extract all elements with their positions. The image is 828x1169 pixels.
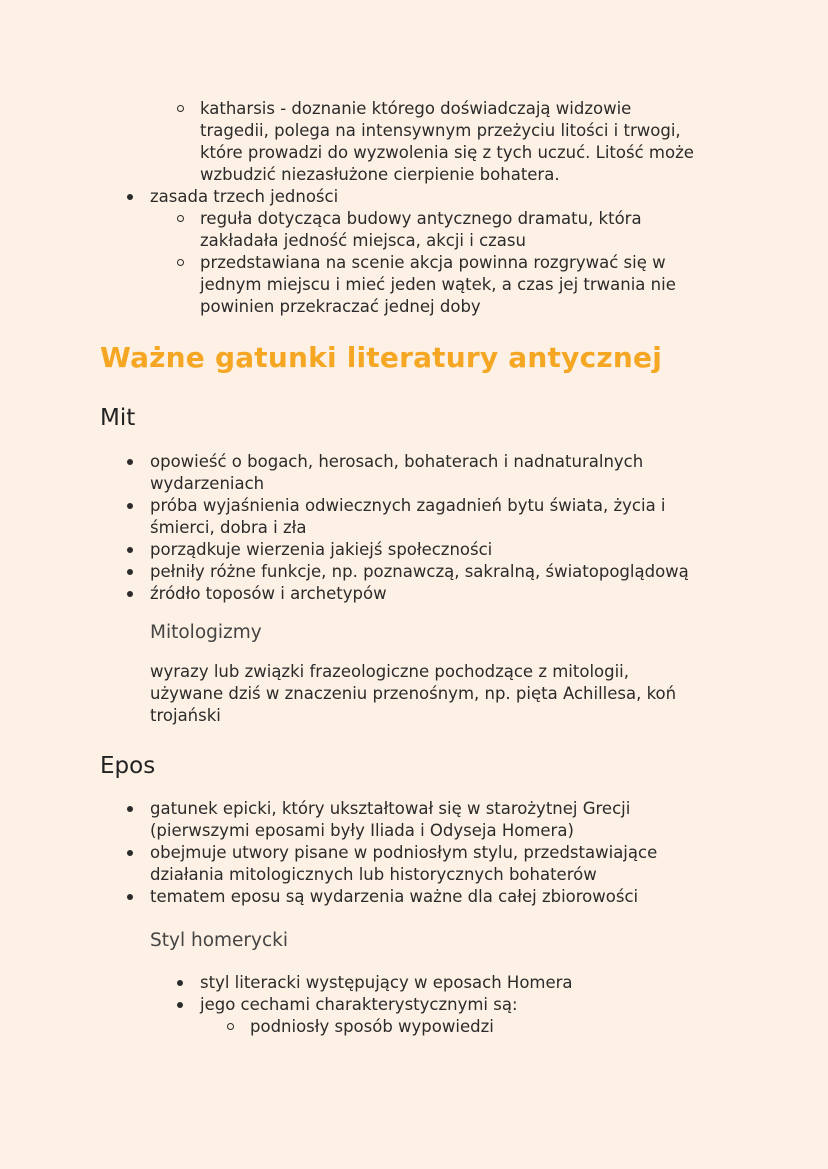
hollow-bullet-icon (177, 98, 186, 120)
mit-heading: Mit (100, 405, 136, 431)
bullet-icon (127, 798, 135, 820)
bullet-icon (177, 994, 185, 1016)
list-item (150, 798, 790, 842)
list-item (150, 451, 790, 495)
list-item (200, 972, 790, 994)
bullet-icon (127, 561, 135, 583)
list-item (150, 886, 790, 908)
epos-list (150, 798, 790, 908)
hollow-bullet-icon (177, 252, 186, 274)
list-item-text: katharsis - doznanie którego doświadczają widzowie (200, 99, 632, 118)
list-item (200, 252, 790, 318)
list-item-text: wydarzeniach (150, 474, 265, 493)
hollow-bullet-icon (227, 1016, 236, 1038)
bullet-icon (127, 186, 135, 208)
bullet-icon (127, 451, 135, 473)
list-item-text: śmierci, dobra i zła (150, 518, 307, 537)
list-item-text: reguła dotycząca budowy antycznego dramatu, która (200, 209, 642, 228)
list-item (150, 561, 790, 583)
bullet-icon (127, 495, 135, 517)
paragraph-line: trojański (150, 706, 221, 725)
list-item-text: jego cechami charakterystycznymi są: (200, 995, 518, 1014)
bullet-icon (177, 972, 185, 994)
list-item (150, 495, 790, 539)
bullet-icon (127, 842, 135, 864)
list-item-text: zasada trzech jedności (150, 187, 339, 206)
list-item-text: podniosły sposób wypowiedzi (250, 1017, 494, 1036)
list-item-text: powinien przekraczać jednej doby (200, 297, 481, 316)
styl-homerycki-list (200, 972, 790, 1038)
bullet-icon (127, 583, 135, 605)
list-item (150, 186, 790, 208)
list-item-text: styl literacki występujący w eposach Homera (200, 973, 573, 992)
list-item-text: przedstawiana na scenie akcja powinna rozgrywać się w (200, 253, 666, 272)
mit-list (150, 451, 790, 605)
epos-heading: Epos (100, 753, 156, 779)
list-item (200, 994, 790, 1016)
list-item-text: źródło toposów i archetypów (150, 584, 387, 603)
top-list (150, 98, 790, 318)
bullet-icon (127, 886, 135, 908)
list-item (150, 539, 790, 561)
bullet-icon (127, 539, 135, 561)
list-item-text: tragedii, polega na intensywnym przeżyciu litości i trwogi, (200, 121, 681, 140)
list-item (150, 583, 790, 605)
list-item (200, 98, 790, 186)
list-item-text: porządkuje wierzenia jakiejś społeczności (150, 540, 493, 559)
list-item-text: próba wyjaśnienia odwiecznych zagadnień bytu świata, życia i (150, 496, 666, 515)
list-item-text: działania mitologicznych lub historycznych bohaterów (150, 865, 597, 884)
list-item-text: tematem eposu są wydarzenia ważne dla całej zbiorowości (150, 887, 639, 906)
hollow-bullet-icon (177, 208, 186, 230)
list-item-text: gatunek epicki, który ukształtował się w starożytnej Grecji (150, 799, 631, 818)
list-item-text: wzbudzić niezasłużone cierpienie bohatera. (200, 165, 560, 184)
list-item (250, 1016, 790, 1038)
styl-homerycki-heading: Styl homerycki (150, 930, 288, 951)
list-item-text: (pierwszymi eposami były Iliada i Odyseja Homera) (150, 821, 574, 840)
list-item-text: pełniły różne funkcje, np. poznawczą, sakralną, światopoglądową (150, 562, 689, 581)
list-item-text: opowieść o bogach, herosach, bohaterach i nadnaturalnych (150, 452, 644, 471)
mitologizmy-paragraph (150, 661, 790, 727)
list-item-text: które prowadzi do wyzwolenia się z tych uczuć. Litość może (200, 143, 694, 162)
section-heading: Ważne gatunki literatury antycznej (100, 341, 662, 374)
list-item-text: obejmuje utwory pisane w podniosłym stylu, przedstawiające (150, 843, 658, 862)
list-item (200, 208, 790, 252)
mitologizmy-heading: Mitologizmy (150, 622, 262, 643)
paragraph-line: wyrazy lub związki frazeologiczne pochodzące z mitologii, (150, 662, 630, 681)
list-item (150, 842, 790, 886)
paragraph-line: używane dziś w znaczeniu przenośnym, np. pięta Achillesa, koń (150, 684, 677, 703)
list-item-text: jednym miejscu i mieć jeden wątek, a czas jej trwania nie (200, 275, 676, 294)
list-item-text: zakładała jedność miejsca, akcji i czasu (200, 231, 526, 250)
